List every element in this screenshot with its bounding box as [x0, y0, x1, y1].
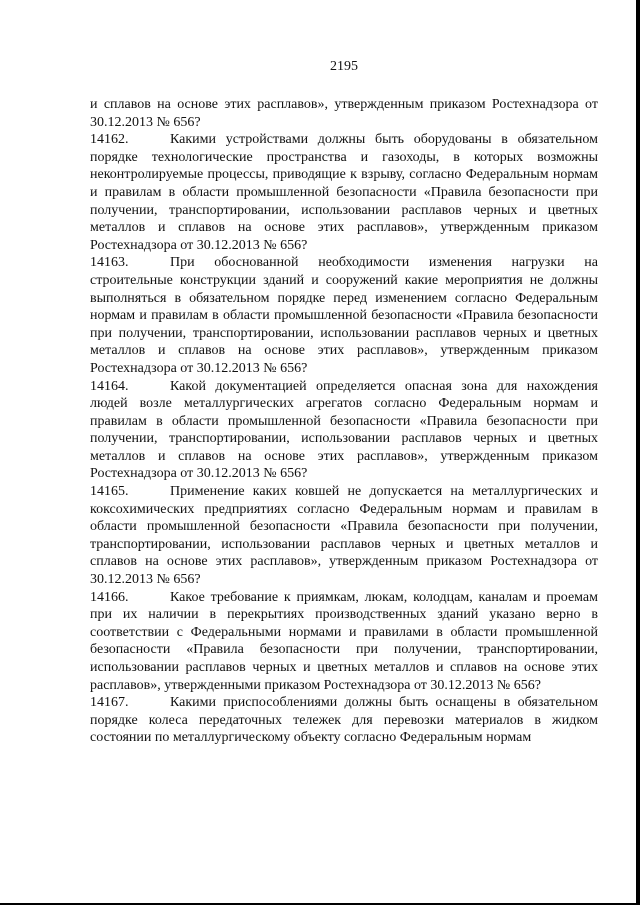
- document-page: [90, 58, 598, 747]
- question-text: Применение каких ковшей не допускается на металлургических и коксохимических предприятиях согласно Федеральным нормам и правилам в области промышленной безопасности «Правила безопасности при получении, транспортировании, использовании расплавов черных и цветных металлов и сплавов на основе этих расплавов», утвержденным приказом Ростехнадзора от 30.12.2013 № 656?: [90, 484, 598, 588]
- question-text: Какими приспособлениями должны быть оснащены в обязательном порядке колеса передаточных тележек для перевозки материалов в жидком состоянии по металлургическому объекту согласно Федеральным нормам: [90, 695, 598, 746]
- question-number: 14166.: [90, 589, 129, 605]
- question-number: 14164.: [90, 378, 129, 394]
- question-14166: [90, 589, 598, 695]
- question-14164: [90, 378, 598, 484]
- question-text: Какой документацией определяется опасная зона для нахождения людей возле металлургических агрегатов согласно Федеральным нормам и правилам в области промышленной безопасности «Правила безопасности при получении, транспортировании, использовании расплавов черных и цветных металлов и сплавов на основе этих расплавов», утвержденным приказом Ростехнадзора от 30.12.2013 № 656?: [90, 378, 598, 482]
- question-list: [90, 96, 598, 747]
- page-number: 2195: [330, 59, 358, 74]
- continuation-text: и сплавов на основе этих расплавов», утвержденным приказом Ростехнадзора от 30.12.2013 № 656?: [90, 97, 598, 130]
- question-14167: [90, 694, 598, 747]
- question-number: 14167.: [90, 695, 129, 711]
- question-text: Какое требование к приямкам, люкам, колодцам, каналам и проемам при их наличии в перекрытиях производственных зданий указано верно в соответствии с Федеральными нормами и правилами в области промышленной безопасности «Правила безопасности при получении, транспортировании, использовании расплавов черных и цветных металлов и сплавов на основе этих расплавов», утвержденными приказом Ростехнадзора от 30.12.2013 № 656?: [90, 589, 598, 693]
- question-14165: [90, 483, 598, 589]
- question-14162: [90, 131, 598, 254]
- question-text: При обоснованной необходимости изменения нагрузки на строительные конструкции зданий и сооружений какие мероприятия не должны выполняться в обязательном порядке перед изменением согласно Федеральным нормам и правилам в области промышленной безопасности «Правила безопасности при получении, транспортировании, использовании расплавов черных и цветных металлов и сплавов на основе этих расплавов», утвержденным приказом Ростехнадзора от 30.12.2013 № 656?: [90, 255, 598, 376]
- question-14163: [90, 254, 598, 377]
- question-number: 14163.: [90, 255, 129, 271]
- question-number: 14165.: [90, 484, 129, 500]
- question-number: 14162.: [90, 132, 129, 148]
- question-text: Какими устройствами должны быть оборудованы в обязательном порядке технологические пространства и газоходы, в которых возможны неконтролируемые процессы, приводящие к взрыву, согласно Федеральным нормам и правилам в области промышленной безопасности «Правила безопасности при получении, транспортировании, использовании расплавов черных и цветных металлов и сплавов на основе этих расплавов», утвержденным приказом Ростехнадзора от 30.12.2013 № 656?: [90, 132, 598, 253]
